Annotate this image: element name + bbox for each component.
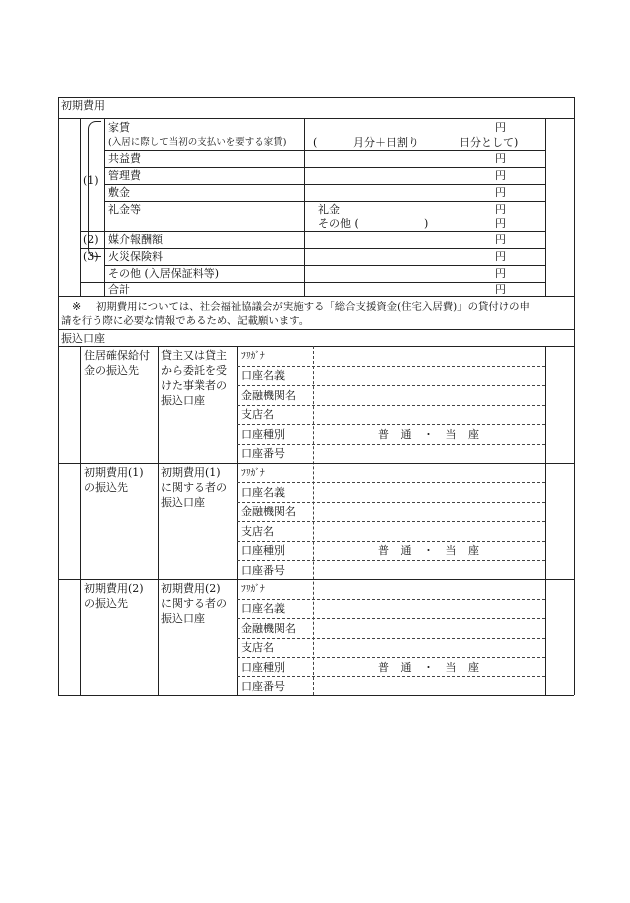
section-2-account-type: 口座種別 [241, 544, 285, 557]
other-close: ) [424, 217, 429, 230]
row-divider [104, 265, 545, 266]
section-2-right-line-2: に関する者の [161, 481, 227, 494]
section-3-left-line-2: の振込先 [84, 597, 128, 610]
common-fee-label: 共益費 [108, 152, 141, 165]
section-1-right-line-4: 振込口座 [161, 394, 205, 407]
row-divider [58, 346, 574, 347]
section-3-account-type: 口座種別 [241, 661, 285, 674]
other-yen: 円 [495, 217, 506, 230]
section-1-left-line-2: 金の振込先 [84, 364, 139, 377]
rent-months-close: 日分として) [459, 136, 519, 149]
brokerage-fee-yen: 円 [495, 233, 506, 246]
section-3-account-number: 口座番号 [241, 680, 285, 693]
common-fee-yen: 円 [495, 152, 506, 165]
section-2-right-line-1: 初期費用(1) [161, 466, 221, 479]
section-1-left-line-1: 住居確保給付 [84, 349, 150, 362]
dashed-row-line [237, 405, 545, 406]
table-border-top [58, 97, 574, 98]
section-3-right-line-1: 初期費用(2) [161, 582, 221, 595]
fire-insurance-label: 火災保険料 [108, 250, 163, 263]
section-3-branch-name: 支店名 [241, 641, 274, 654]
section-3-right-line-3: 振込口座 [161, 612, 205, 625]
deposit-label: 敷金 [108, 186, 130, 199]
fire-insurance-yen: 円 [495, 250, 506, 263]
dashed-row-line [237, 444, 545, 445]
section-3-account-type-value: 普 通 ・ 当 座 [378, 661, 479, 674]
row-divider [80, 231, 545, 232]
rent-months-mid: 月分＋日割り [353, 136, 419, 149]
total-label: 合計 [108, 283, 130, 296]
other-guarantee-label: その他 (入居保証料等) [108, 267, 220, 280]
dashed-row-line [237, 424, 545, 425]
section-1-account-type-value: 普 通 ・ 当 座 [378, 428, 479, 441]
dashed-row-line [237, 385, 545, 386]
column-divider [545, 346, 546, 695]
section-2-account-name: 口座名義 [241, 486, 285, 499]
column-divider [80, 118, 81, 296]
row-divider [104, 201, 545, 202]
rent-label: 家賃 [108, 121, 130, 134]
dashed-row-line [237, 618, 545, 619]
table-border-right [574, 97, 575, 695]
row-divider [104, 184, 545, 185]
section-2-right-line-3: 振込口座 [161, 496, 205, 509]
section-divider [58, 463, 574, 464]
brokerage-fee-label: 媒介報酬額 [108, 233, 163, 246]
section-2-account-type-value: 普 通 ・ 当 座 [378, 544, 479, 557]
dashed-row-line [237, 366, 545, 367]
key-money-etc-label: 礼金等 [108, 203, 141, 216]
section-2-branch-name: 支店名 [241, 525, 274, 538]
section-3-bank-name: 金融機関名 [241, 622, 296, 635]
transfer-heading: 振込口座 [61, 332, 105, 345]
rent-months-open: ( [313, 136, 318, 149]
section-1-bank-name: 金融機関名 [241, 389, 296, 402]
row-divider [104, 167, 545, 168]
dashed-row-line [237, 676, 545, 677]
section-1-branch-name: 支店名 [241, 408, 274, 421]
rent-yen: 円 [495, 121, 506, 134]
dashed-row-line [237, 502, 545, 503]
note-line-2: 請を行う際に必要な情報であるため、記載願います。 [61, 315, 310, 327]
item-number-3: (3) [83, 250, 99, 263]
row-divider [58, 329, 574, 330]
row-divider [58, 118, 574, 119]
key-money-yen: 円 [495, 203, 506, 216]
column-divider [158, 346, 159, 695]
dashed-row-line [237, 541, 545, 542]
item-number-2: (2) [83, 233, 99, 246]
section-1-account-name: 口座名義 [241, 369, 285, 382]
section-3-furigana: ﾌﾘｶﾞﾅ [241, 584, 265, 595]
key-money-label: 礼金 [318, 203, 340, 216]
dashed-row-line [237, 638, 545, 639]
deposit-yen: 円 [495, 186, 506, 199]
note-mark: ※ [72, 300, 82, 313]
table-border-bottom [58, 695, 574, 696]
dashed-row-line [237, 521, 545, 522]
row-divider [80, 248, 545, 249]
item-number-1: (1) [83, 174, 99, 187]
section-2-left-line-1: 初期費用(1) [84, 466, 144, 479]
section-3-right-line-2: に関する者の [161, 597, 227, 610]
section-3-account-name: 口座名義 [241, 602, 285, 615]
section-1-account-number: 口座番号 [241, 447, 285, 460]
management-fee-yen: 円 [495, 169, 506, 182]
section-divider [58, 579, 574, 580]
dashed-row-line [237, 482, 545, 483]
section-1-furigana: ﾌﾘｶﾞﾅ [241, 351, 265, 362]
section-3-left-line-1: 初期費用(2) [84, 582, 144, 595]
rent-note: (入居に際して当初の支払いを要する家賃) [108, 137, 287, 148]
management-fee-label: 管理費 [108, 169, 141, 182]
column-divider [304, 118, 305, 296]
column-divider [80, 346, 81, 695]
section-1-account-type: 口座種別 [241, 428, 285, 441]
dashed-row-line [237, 560, 545, 561]
dashed-row-line [237, 657, 545, 658]
row-divider [104, 150, 545, 151]
initial-cost-heading: 初期費用 [61, 99, 105, 112]
section-2-left-line-2: の振込先 [84, 481, 128, 494]
section-2-furigana: ﾌﾘｶﾞﾅ [241, 468, 265, 479]
section-1-right-line-2: から委託を受 [161, 364, 227, 377]
table-border-left [58, 97, 59, 695]
note-line-1: 初期費用については、社会福祉協議会が実施する「総合支援資金(住宅入居費)」の貸付けの申 [96, 301, 530, 313]
section-2-bank-name: 金融機関名 [241, 505, 296, 518]
column-divider [545, 118, 546, 296]
other-label: その他 ( [318, 217, 359, 230]
row-divider [80, 282, 545, 283]
dashed-row-line [237, 599, 545, 600]
column-divider [104, 118, 105, 296]
section-2-account-number: 口座番号 [241, 564, 285, 577]
total-yen: 円 [495, 283, 506, 296]
section-1-right-line-3: けた事業者の [161, 379, 227, 392]
section-1-right-line-1: 貸主又は貸主 [161, 349, 227, 362]
other-guarantee-yen: 円 [495, 267, 506, 280]
